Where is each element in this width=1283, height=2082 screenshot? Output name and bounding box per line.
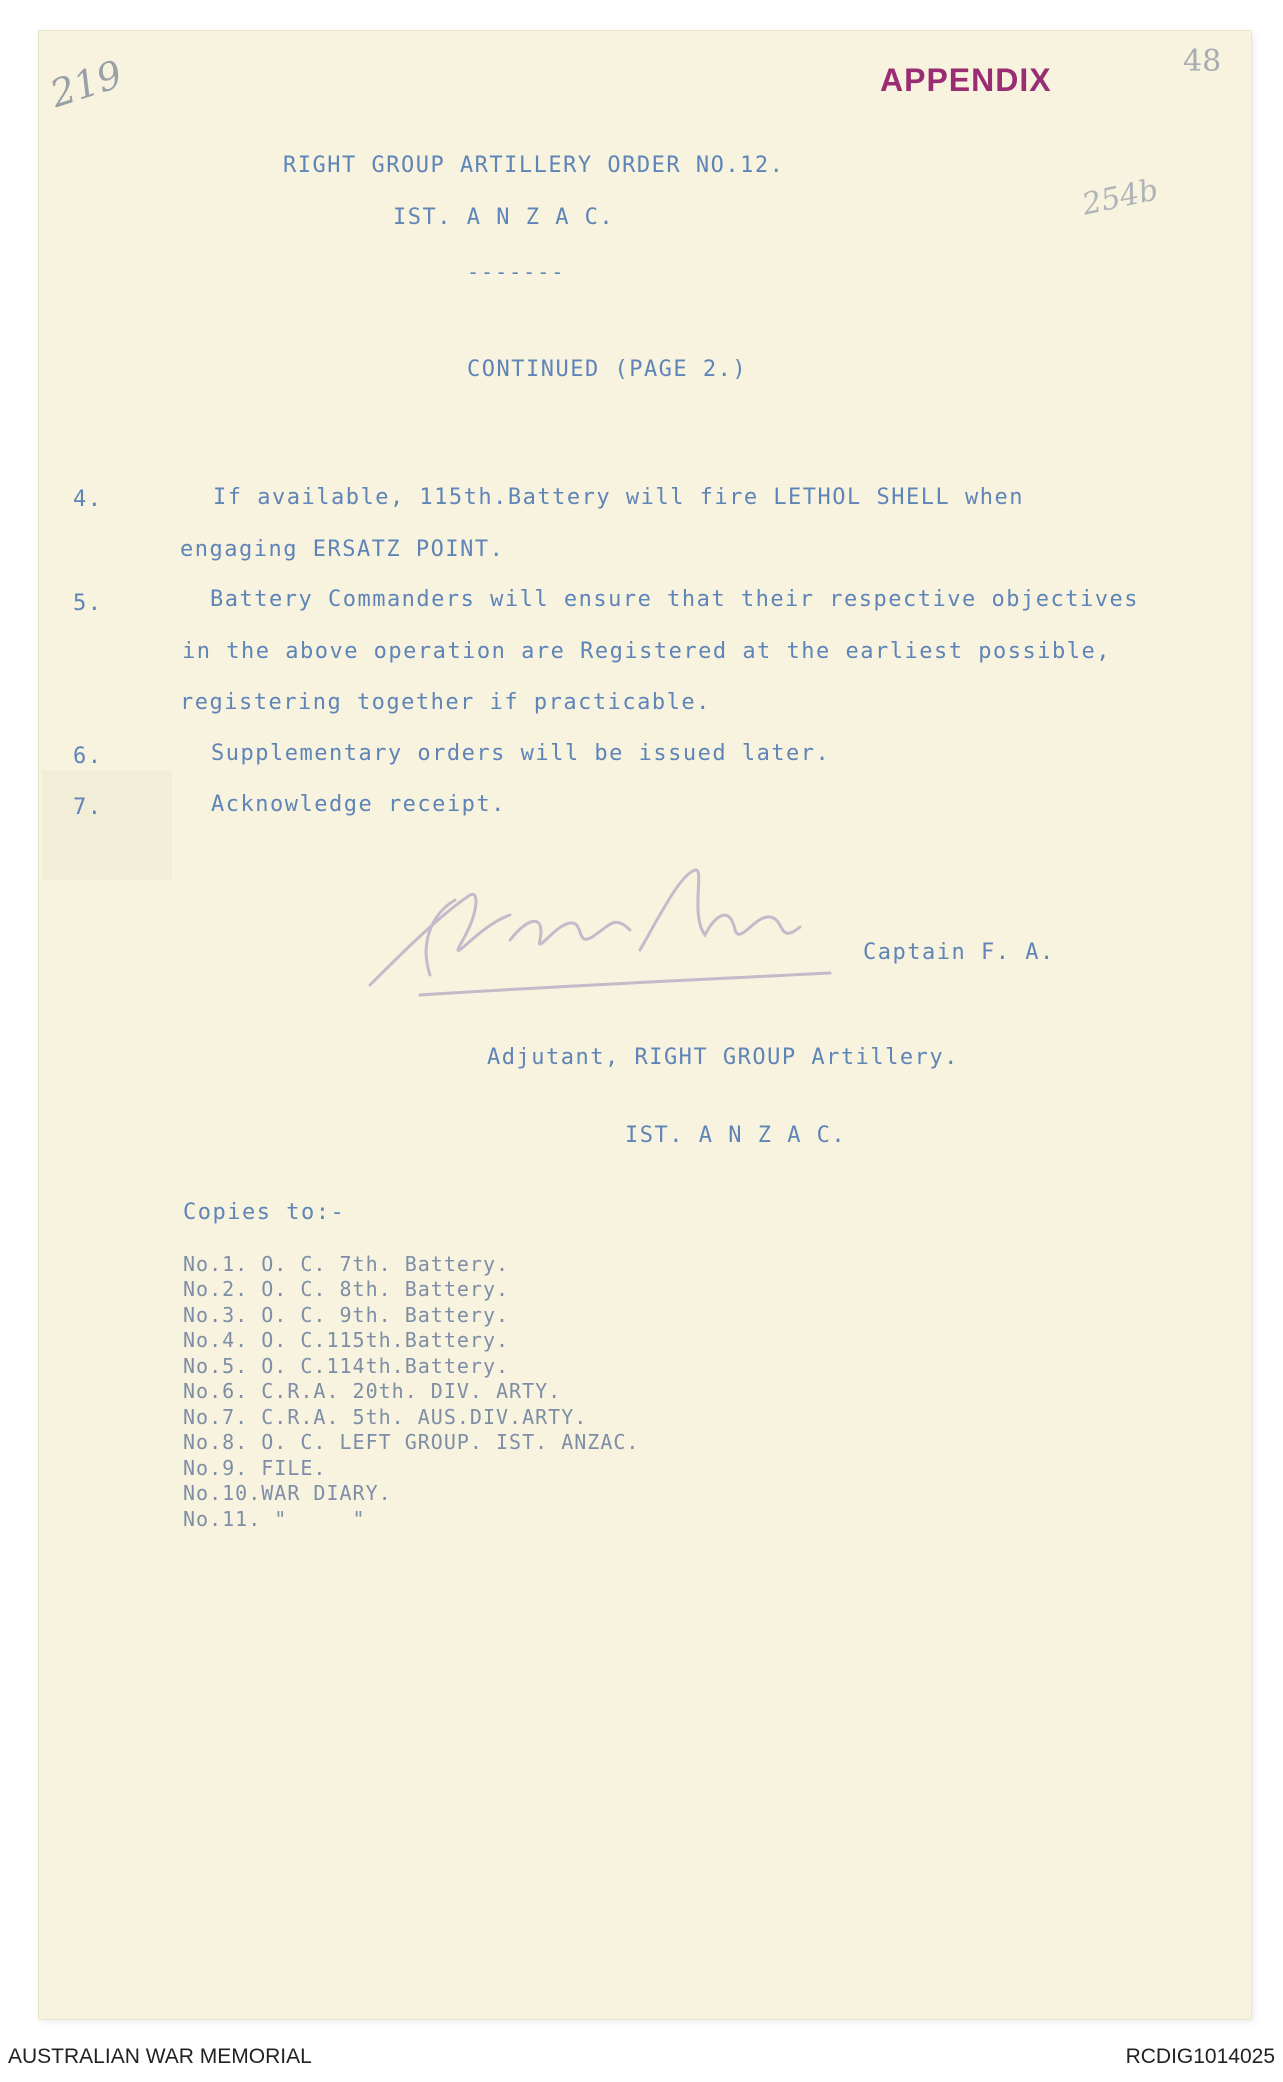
copy-item: No.11. " ": [183, 1507, 366, 1531]
paragraph-5-line-1: Battery Commanders will ensure that their respective objectives: [210, 587, 1139, 612]
copy-item: No.10.WAR DIARY.: [183, 1481, 392, 1505]
paragraph-4-line-1: If available, 115th.Battery will fire LETHOL SHELL when: [213, 485, 1024, 510]
copy-item: No.3. O. C. 9th. Battery.: [183, 1303, 510, 1327]
document-page: [38, 30, 1252, 2020]
folio-number: 219: [44, 51, 128, 117]
continued-label: CONTINUED (PAGE 2.): [467, 357, 748, 382]
signatory-rank: Captain F. A.: [863, 940, 1055, 965]
archive-reference: RCDIG1014025: [1125, 2045, 1275, 2068]
handwritten-note: 254b: [1079, 172, 1162, 223]
page-number: 48: [1183, 44, 1222, 79]
signature-scrawl: [360, 855, 840, 1005]
paragraph-5-line-2: in the above operation are Registered at the earliest possible,: [182, 639, 1111, 664]
paragraph-4-line-2: engaging ERSATZ POINT.: [180, 537, 505, 562]
paragraph-number-6: 6.: [73, 744, 103, 769]
paragraph-6-line-1: Supplementary orders will be issued later.: [211, 741, 831, 766]
order-subtitle: IST. A N Z A C.: [393, 205, 615, 230]
copy-item: No.6. C.R.A. 20th. DIV. ARTY.: [183, 1379, 562, 1403]
order-title: RIGHT GROUP ARTILLERY ORDER NO.12.: [283, 153, 785, 178]
paragraph-number-7: 7.: [73, 795, 103, 820]
archive-credit: AUSTRALIAN WAR MEMORIAL: [8, 2045, 312, 2068]
paragraph-5-line-3: registering together if practicable.: [180, 690, 711, 715]
signatory-role: Adjutant, RIGHT GROUP Artillery.: [487, 1045, 959, 1070]
copy-item: No.7. C.R.A. 5th. AUS.DIV.ARTY.: [183, 1405, 588, 1429]
paragraph-7-line-1: Acknowledge receipt.: [211, 792, 506, 817]
copy-item: No.5. O. C.114th.Battery.: [183, 1354, 510, 1378]
paper-fold-shadow: [42, 770, 172, 880]
copy-item: No.8. O. C. LEFT GROUP. IST. ANZAC.: [183, 1430, 640, 1454]
paragraph-number-4: 4.: [73, 487, 103, 512]
signatory-unit: IST. A N Z A C.: [625, 1123, 847, 1148]
paragraph-number-5: 5.: [73, 591, 103, 616]
header-rule: -------: [467, 260, 566, 284]
copies-heading: Copies to:-: [183, 1200, 346, 1225]
copy-item: No.2. O. C. 8th. Battery.: [183, 1277, 510, 1301]
copy-item: No.9. FILE.: [183, 1456, 327, 1480]
appendix-stamp: APPENDIX: [880, 62, 1052, 98]
copy-item: No.4. O. C.115th.Battery.: [183, 1328, 510, 1352]
copy-item: No.1. O. C. 7th. Battery.: [183, 1252, 510, 1276]
